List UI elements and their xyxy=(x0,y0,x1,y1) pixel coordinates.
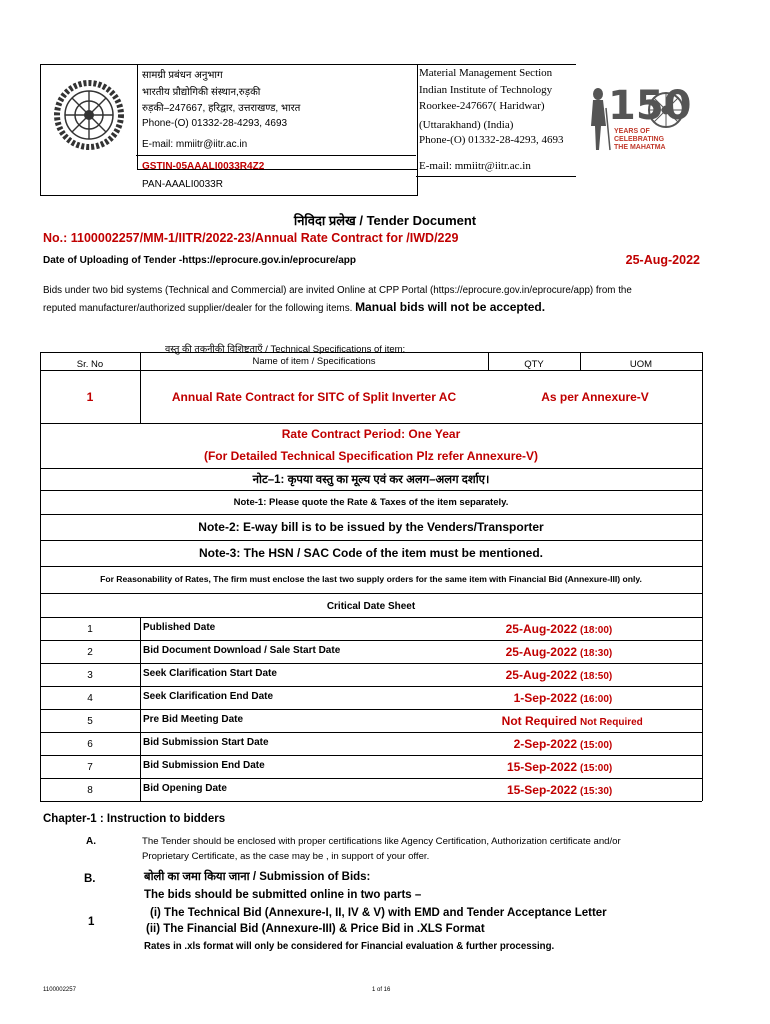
row-time: (18:30) xyxy=(580,647,613,659)
row-date: 25-Aug-2022 xyxy=(505,645,577,659)
section-b-label: B. xyxy=(84,873,96,885)
row-number: 6 xyxy=(87,738,93,750)
badge-text-2: CELEBRATING xyxy=(614,136,665,143)
gandhi-150-badge xyxy=(584,78,694,158)
row-number: 3 xyxy=(87,669,93,681)
col-uom: UOM xyxy=(629,358,653,370)
row-label: Bid Submission Start Date xyxy=(143,736,269,748)
row-time: (18:50) xyxy=(580,670,613,682)
bid-parts-line-2: (i) The Technical Bid (Annexure-I, II, IV & V) with EMD and Tender Acceptance Letter xyxy=(150,907,607,919)
row-date: 25-Aug-2022 xyxy=(505,668,577,682)
row-date: 1-Sep-2022 xyxy=(513,691,577,705)
row-label: Pre Bid Meeting Date xyxy=(143,713,244,725)
eng-address: Roorkee-247667( Haridwar) xyxy=(419,100,545,112)
row-number: 7 xyxy=(87,761,93,773)
row-date: Not Required xyxy=(501,714,577,728)
hindi-address: रुड़की–247667, हरिद्वार, उत्तराखण्ड, भारत xyxy=(142,103,301,114)
email-left: E-mail: mmiitr@iitr.ac.in xyxy=(142,139,248,150)
row-time: (16:00) xyxy=(580,693,613,705)
bid-parts-line-1: The bids should be submitted online in two parts – xyxy=(144,889,422,901)
row-date: 15-Sep-2022 xyxy=(506,783,577,797)
manual-bids-warning: Manual bids will not be accepted. xyxy=(355,300,546,314)
col-item-name: Name of item / Specifications xyxy=(252,355,376,367)
eng-email: E-mail: mmiitr@iitr.ac.in xyxy=(419,160,531,172)
section-a-label: A. xyxy=(86,836,96,847)
section-a-text-2: Proprietary Certificate, as the case may be , in support of your offer. xyxy=(142,851,430,862)
row-time: (15:00) xyxy=(580,739,613,751)
row-date: 15-Sep-2022 xyxy=(506,760,577,774)
row-label: Seek Clarification End Date xyxy=(143,690,274,702)
detailed-spec-note: (For Detailed Technical Specification Plz refer Annexure-V) xyxy=(203,449,539,463)
row-date: 25-Aug-2022 xyxy=(505,622,577,636)
note-1: Note-1: Please quote the Rate & Taxes of the item separately. xyxy=(233,496,509,508)
tender-number: No.: 1100002257/MM-1/IITR/2022-23/Annual Rate Contract for /IWD/229 xyxy=(43,231,459,245)
row-label: Bid Document Download / Sale Start Date xyxy=(143,644,341,656)
item-name: Annual Rate Contract for SITC of Split Inverter AC xyxy=(171,390,457,404)
intro-line-1: Bids under two bid systems (Technical and Commercial) are invited Online at CPP Portal (https://eprocure.gov.in/eprocure/app) from the xyxy=(43,285,632,296)
pan: PAN-AAALI0033R xyxy=(142,179,223,190)
critical-date-title: Critical Date Sheet xyxy=(326,600,416,612)
upload-date: 25-Aug-2022 xyxy=(625,253,700,267)
row-time: (18:00) xyxy=(580,624,613,636)
section-a-text-1: The Tender should be enclosed with proper certifications like Agency Certification, Authorization certificate and/or xyxy=(142,836,621,847)
hindi-institute: भारतीय प्रौद्योगिकी संस्थान,रुड़की xyxy=(142,87,261,98)
note-2: Note-2: E-way bill is to be issued by the Venders/Transporter xyxy=(198,520,544,534)
row-time: (15:30) xyxy=(580,785,613,797)
chapter-heading: Chapter-1 : Instruction to bidders xyxy=(43,813,226,825)
footer-ref: 1100002257 xyxy=(43,987,76,993)
row-divider xyxy=(40,801,702,802)
hindi-note-1: नोट–1: कृपया वस्तु का मूल्य एवं कर अलग–अलग दर्शाए। xyxy=(252,473,490,486)
row-label: Seek Clarification Start Date xyxy=(143,667,277,679)
table-col-divider xyxy=(140,617,141,801)
bid-parts-line-4: Rates in .xls format will only be considered for Financial evaluation & further processing. xyxy=(144,941,555,952)
row-label: Published Date xyxy=(143,621,216,633)
hindi-dept: सामग्री प्रबंधन अनुभाग xyxy=(142,70,223,81)
note-3: Note-3: The HSN / SAC Code of the item must be mentioned. xyxy=(198,546,544,560)
upload-label: Date of Uploading of Tender -https://eprocure.gov.in/eprocure/app xyxy=(43,255,356,266)
badge-text-3: THE MAHATMA xyxy=(614,144,666,151)
reasonability-note: For Reasonability of Rates, The firm must enclose the last two supply orders for the same item with Financial Bid (Annexure-III) only. xyxy=(100,574,642,584)
bid-parts-line-3: (ii) The Financial Bid (Annexure-III) & Price Bid in .XLS Format xyxy=(146,923,485,935)
row-number: 8 xyxy=(87,784,93,796)
row-date: 2-Sep-2022 xyxy=(513,737,577,751)
phone-left: Phone-(O) 01332-28-4293, 4693 xyxy=(142,118,288,129)
row-number: 2 xyxy=(87,646,93,658)
submission-heading: बोली का जमा किया जाना / Submission of Bids: xyxy=(144,871,371,883)
col-sr-no: Sr. No xyxy=(76,358,104,370)
col-qty: QTY xyxy=(524,358,544,370)
eng-dept: Material Management Section xyxy=(419,67,553,79)
badge-text-1: YEARS OF xyxy=(614,128,650,135)
item-qty-uom: As per Annexure-V xyxy=(541,390,649,404)
intro-line-2-text: reputed manufacturer/authorized supplier/dealer for the following items. xyxy=(43,303,353,314)
row-number: 1 xyxy=(87,623,93,635)
eng-phone: Phone-(O) 01332-28-4293, 4693 xyxy=(419,134,564,146)
contract-period: Rate Contract Period: One Year xyxy=(281,427,461,441)
table-border-right xyxy=(702,617,703,801)
eng-state: (Uttarakhand) (India) xyxy=(419,119,514,131)
item-sr-no: 1 xyxy=(86,390,94,404)
row-time: (15:00) xyxy=(580,762,613,774)
eng-institute: Indian Institute of Technology xyxy=(419,84,553,96)
gstin: GSTIN-05AAALI0033R4Z2 xyxy=(142,161,265,172)
row-label: Bid Opening Date xyxy=(143,782,227,794)
spec-caption: वस्तु की तकनीकी विशिष्टताएँ / Technical Specifications of item: xyxy=(165,344,406,355)
iitr-logo xyxy=(41,65,138,169)
document-heading: निविदा प्रलेख / Tender Document xyxy=(293,213,477,228)
row-time: Not Required xyxy=(580,716,643,728)
row-label: Bid Submission End Date xyxy=(143,759,265,771)
row-number: 4 xyxy=(87,692,93,704)
page-number: 1 of 16 xyxy=(372,987,391,993)
row-number: 5 xyxy=(87,715,93,727)
intro-line-2 xyxy=(43,300,545,314)
badge-number: 150 xyxy=(608,83,692,129)
item-1-label: 1 xyxy=(88,916,95,928)
